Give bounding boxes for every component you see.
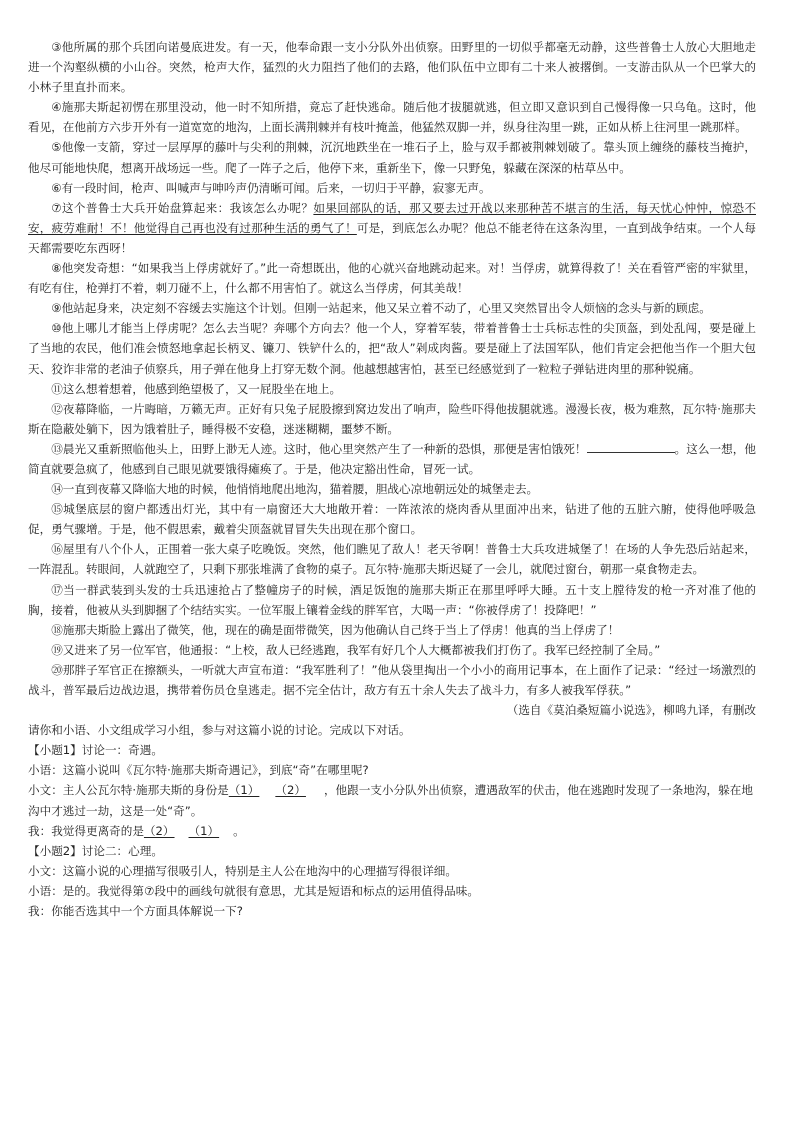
blank-1-label: （1） (228, 783, 260, 798)
paragraph-7-underlined-sentence: 如果回部队的话，那又要去过开战以来那种苦不堪言的生活，每天忧心忡忡，惊恐不安，疲劳难耐！不！他觉得自己再也没有过那种生活的勇气了！ (28, 200, 756, 235)
questions-section (28, 720, 756, 921)
story-body (28, 37, 756, 720)
paragraph-12: ⑫夜幕降临，一片晦暗，万籁无声。正好有只兔子屁股擦到窝边发出了响声，险些吓得他拔腿就逃。漫漫长夜，极为难熬，瓦尔特·施那夫斯在隐蔽处躺下，因为饿着肚子，睡得极不安稳，迷迷糊糊，噩梦不断。 (28, 401, 756, 436)
me-blank-1-label: （1） (188, 823, 220, 838)
question-1-xiaowen-line (28, 780, 756, 820)
paragraph-13 (28, 439, 756, 479)
me-line-lead: 我：我觉得更离奇的是 (28, 823, 144, 838)
source-citation: （选自《莫泊桑短篇小说选》，柳鸣九译，有删改 (506, 703, 756, 718)
paragraph-20: ⑳那胖子军官正在擦额头，一听就大声宣布道：“我军胜利了！”他从袋里掏出一个小小的商用记事本，在上面作了记录：“经过一场激烈的战斗，普军最后边战边退，携带着伤员仓皇逃走。据不完全估计，敌方有五十余人失去了战斗力，有多人被我军俘获。” (28, 662, 756, 697)
paragraph-3: ③他所属的那个兵团向诺曼底进发。有一天，他奉命跟一支小分队外出侦察。田野里的一切似乎都毫无动静，这些普鲁士人放心大胆地走进一个沟壑纵横的小山谷。突然，枪声大作，猛烈的火力阻挡了他们的去路，他们队伍中立即有二十来人被撂倒。一支游击队从一个巴掌大的小林子里直扑而来。 (28, 40, 756, 95)
paragraph-15: ⑮城堡底层的窗户都透出灯光，其中有一扇窗还大大地敞开着：一阵浓浓的烧肉香从里面冲出来，钻进了他的五脏六腑，使得他呼吸急促，勇气骤增。于是，他不假思索，戴着尖顶盔就冒冒失失出现在那个窗口。 (28, 502, 756, 537)
question-2-xiaoyu-line: 小语：是的。我觉得第⑦段中的画线句就很有意思，尤其是短语和标点的运用值得品味。 (28, 883, 479, 898)
paragraph-6: ⑥有一段时间，枪声、叫喊声与呻吟声仍清晰可闻。后来，一切归于平静，寂寥无声。 (51, 180, 491, 195)
paragraph-5: ⑤他像一支箭，穿过一层厚厚的藤叶与尖利的荆棘，沉沉地跌坐在一堆石子上，脸与双手都被荆棘划破了。靠头顶上缠绕的藤枝当掩护，他尽可能地快爬，想离开战场远一些。爬了一阵子之后，他停下来，重新坐下，像一只野兔，躲藏在深深的枯草丛中。 (28, 140, 756, 175)
xiaowen-line-tail: ，他跟一支小分队外出侦察，遭遇敌军的伏击，他在逃跑时发现了一条地沟，躲在地沟中才逃过一劫，这是一处“奇”。 (28, 783, 753, 818)
paragraph-9: ⑨他站起身来，决定刻不容缓去实施这个计划。但刚一站起来，他又呆立着不动了，心里又突然冒出令人烦恼的念头与新的顾虑。 (51, 301, 711, 316)
paragraph-7-lead: ⑦这个普鲁士大兵开始盘算起来：我该怎么办呢？ (51, 200, 314, 215)
question-1-me-line (28, 821, 756, 841)
answer-blank-me-1[interactable] (189, 824, 234, 838)
paragraph-14: ⑭一直到夜幕又降临大地的时候，他悄悄地爬出地沟，猫着腰，胆战心凉地朝远处的城堡走去。 (51, 482, 539, 497)
answer-blank-1[interactable] (229, 783, 276, 797)
paragraph-8: ⑧他突发奇想：“如果我当上俘虏就好了。”此一奇想既出，他的心就兴奋地跳动起来。对！当俘虏，就算得救了！关在看管严密的牢狱里，有吃有住，枪弹打不着，刺刀碰不上，什么都不用害怕了。就这么当俘虏，何其美哉！ (28, 261, 756, 296)
paragraph-10: ⑩他上哪儿才能当上俘虏呢？怎么去当呢？奔哪个方向去？他一个人，穿着军装，带着普鲁士士兵标志性的尖顶盔，到处乱闯，要是碰上了当地的农民，他们准会愤怒地拿起长柄叉、镰刀、铁铲什么的，把“敌人”剁成肉酱。要是碰上了法国军队，他们肯定会把他当作一个胆大包天、狡诈非常的老油子侦察兵，用子弹在他身上打穿无数个洞。他越想越害怕，甚至已经感觉到了一粒粒子弹钻进肉里的那种锐痛。 (28, 321, 756, 376)
paragraph-13-tail: 。这么一想，他简直就要急疯了，他感到自己眼见就要饿得瘫痪了。于是，他决定豁出性命，冒死一试。 (28, 441, 756, 476)
questions-intro: 请你和小语、小文组成学习小组，参与对这篇小说的讨论。完成以下对话。 (28, 723, 411, 738)
question-1-title: 【小题1】讨论一：奇遇。 (28, 743, 163, 758)
question-2-xiaowen-line: 小文：这篇小说的心理描写很吸引人，特别是主人公在地沟中的心理描写得很详细。 (28, 863, 457, 878)
me-blank-2-label: （2） (143, 823, 175, 838)
xiaowen-line-lead: 小文：主人公瓦尔特·施那夫斯的身份是 (28, 783, 229, 798)
blank-2-label: （2） (275, 783, 306, 798)
paragraph-7-tail: 可是，到底怎么办呢？他总不能老待在这条沟里，一直到战争结束。一个人每天都需要吃东西呀！ (28, 220, 756, 255)
paragraph-17: ⑰当一群武装到头发的士兵迅速抢占了整幢房子的时候，酒足饭饱的施那夫斯正在那里呼呼大睡。五十支上膛待发的枪一齐对准了他的胸，接着，他被从头到脚捆了个结结实实。一位军服上镶着金线的胖军官，大喝一声：“你被俘虏了！投降吧！” (28, 582, 756, 617)
me-line-tail: 。 (233, 823, 245, 838)
question-2-title: 【小题2】讨论二：心理。 (28, 843, 163, 858)
paragraph-13-lead: ⑬晨光又重新照临他头上，田野上渺无人迹。这时，他心里突然产生了一种新的恐惧，那便是害怕饿死！ (51, 441, 587, 456)
paragraph-4: ④施那夫斯起初愣在那里没动，他一时不知所措，竟忘了赶快逃命。随后他才拔腿就逃，但立即又意识到自己慢得像一只乌龟。这时，他看见，在他前方六步开外有一道宽宽的地沟，上面长满荆棘并有枝叶掩盖，他猛然双脚一并，纵身往沟里一跳，正如从桥上往河里一跳那样。 (28, 100, 756, 135)
paragraph-19: ⑲又进来了另一位军官，他通报：“上校，敌人已经逃跑，我军有好几个人大概都被我们打伤了。我军已经控制了全局。” (51, 642, 661, 657)
answer-blank-2[interactable] (275, 783, 324, 797)
answer-blank-me-2[interactable] (144, 824, 189, 838)
fill-in-blank-line (587, 441, 675, 453)
question-2-me-line: 我：你能否选其中一个方面具体解说一下? (28, 904, 243, 919)
paragraph-18: ⑱施那夫斯脸上露出了微笑，他，现在的确是面带微笑，因为他确认自己终于当上了俘虏！他真的当上俘虏了！ (51, 622, 620, 637)
paragraph-11: ⑪这么想着想着，他感到绝望极了，又一屁股坐在地上。 (51, 381, 342, 396)
paragraph-7 (28, 198, 756, 258)
question-1-xiaoyu-line: 小语：这篇小说叫《瓦尔特·施那夫斯奇遇记》，到底“奇”在哪里呢? (28, 763, 369, 778)
paragraph-16: ⑯屋里有八个仆人，正围着一张大桌子吃晚饭。突然，他们瞧见了敌人！老天爷啊！普鲁士大兵攻进城堡了！在场的人争先恐后站起来，一阵混乱。转眼间，人就跑空了，只剩下那张堆满了食物的桌子。瓦尔特·施那夫斯迟疑了一会儿，就爬过窗台，朝那一桌食物走去。 (28, 542, 756, 577)
